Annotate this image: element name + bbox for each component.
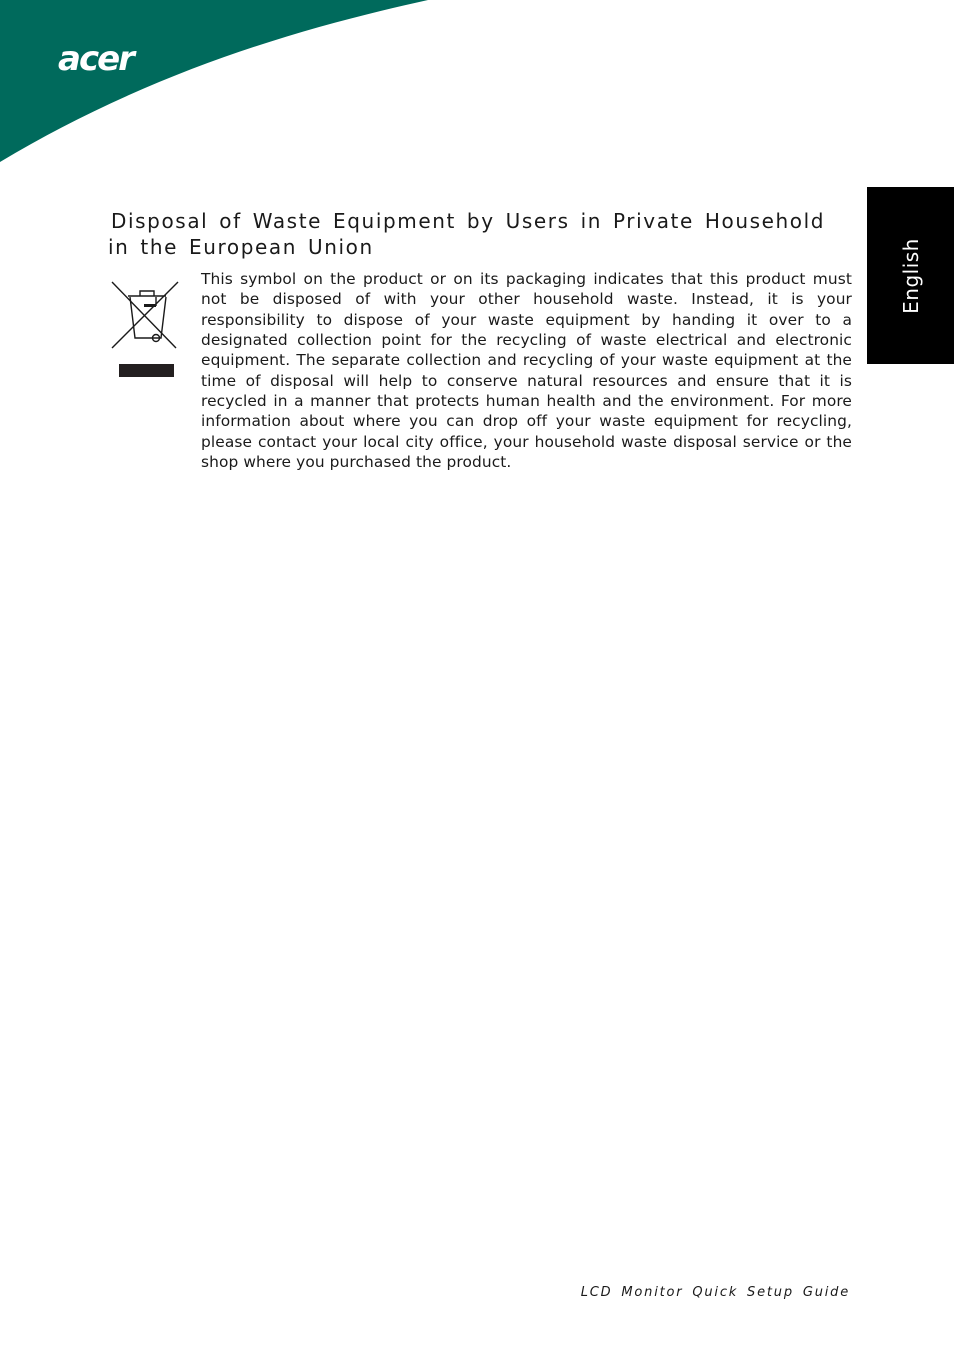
header-swoosh: [0, 0, 440, 170]
disposal-body-text: This symbol on the product or on its packaging indicates that this product must not be disposed of with your other household waste. Instead, it is your responsibility to dispose of your waste equipment by handing it over to a designated collection point for the recycling of waste electrical and electronic equipment. The separate collection and recycling of your waste equipment at the time of disposal will help to conserve natural resources and ensure that it is recycled in a manner that protects human health and the environment. For more information about where you can drop off your waste equipment for recycling, please contact your local city office, your household waste disposal service or the shop where you purchased the product.: [201, 270, 852, 472]
language-tab: [867, 187, 954, 364]
language-tab-label: English: [898, 237, 923, 314]
footer-document-title: LCD Monitor Quick Setup Guide: [580, 1285, 850, 1300]
section-title: Disposal of Waste Equipment by Users in Private Household in the European Union: [108, 209, 826, 259]
acer-logo: acer: [58, 39, 133, 79]
crossed-out-wheeled-bin-icon: [110, 280, 182, 380]
